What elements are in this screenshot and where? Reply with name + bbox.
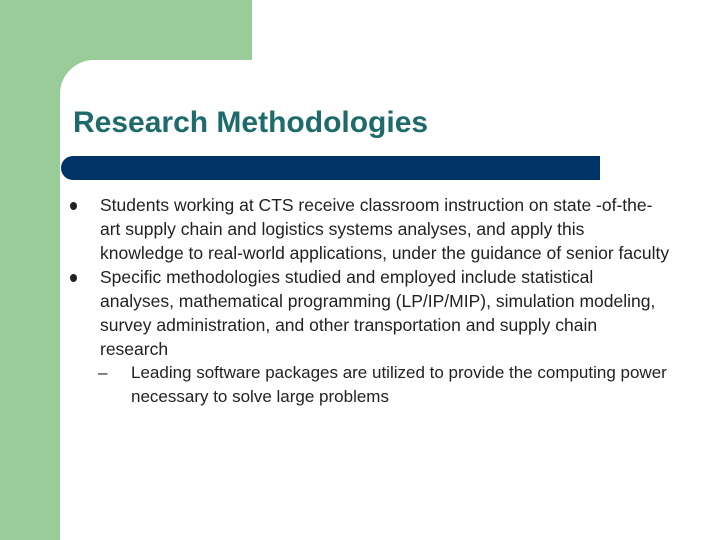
- sub-bullet-text: Leading software packages are utilized to provide the computing power necessary to solve large problems: [131, 363, 667, 406]
- decorative-accent-left: [0, 0, 60, 540]
- title-underline-bar: [61, 156, 600, 180]
- slide-title: Research Methodologies: [73, 106, 429, 139]
- bullet-text: Specific methodologies studied and employed include statistical analyses, mathematical programming (LP/IP/MIP), simulation modeling, survey administration, and other transportation and supply chain research: [100, 267, 656, 359]
- bullet-text: Students working at CTS receive classroom instruction on state -of-the-art supply chain and logistics systems analyses, and apply this knowledge to real-world applications, under the guidance of senior faculty: [100, 195, 670, 263]
- bullet-dot-icon: [70, 202, 77, 210]
- bullet-item: [70, 265, 670, 361]
- bullet-list: [70, 193, 670, 409]
- dash-icon: –: [98, 363, 108, 382]
- bullet-item: [70, 193, 670, 265]
- bullet-dot-icon: [70, 274, 77, 282]
- sub-bullet-item: [70, 361, 670, 409]
